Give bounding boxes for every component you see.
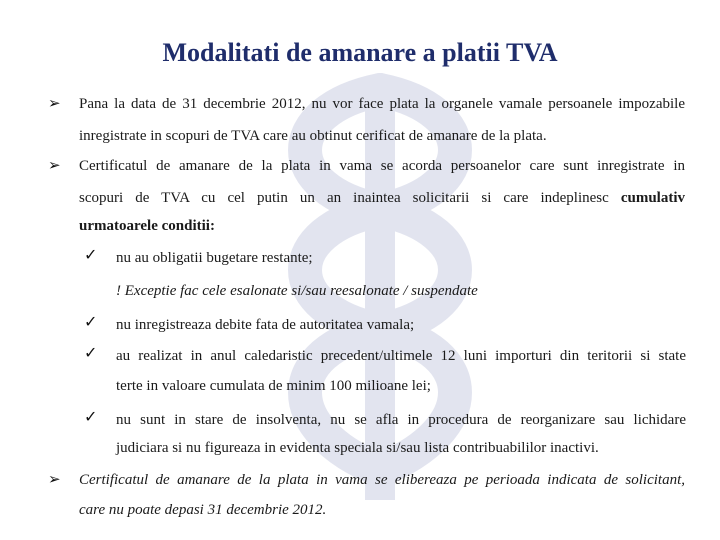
condition-3-line-1: au realizat in anul caledaristic precedent/ultimele 12 luni importuri din teritorii si state (116, 348, 686, 364)
cumulativ-emphasis: cumulativ (620, 190, 685, 206)
condition-4-line-1: nu sunt in stare de insolventa, nu se afla in procedura de reorganizare sau lichidare (116, 412, 686, 428)
arrow-bullet-icon: ➢ (48, 158, 61, 174)
paragraph-2-line-1: Certificatul de amanare de la plata in vama se acorda persoanelor care sunt inregistrate in (79, 158, 685, 174)
checkmark-icon: ✓ (84, 247, 98, 264)
paragraph-2-line-2 (79, 188, 685, 208)
arrow-bullet-icon: ➢ (48, 96, 61, 112)
paragraph-1-line-2: inregistrate in scopuri de TVA care au obtinut cerificat de amanare de la plata. (79, 128, 547, 144)
checkmark-icon: ✓ (84, 345, 98, 362)
paragraph-3-line-1: Certificatul de amanare de la plata in vama se elibereaza pe perioada indicata de solicitant, (79, 472, 685, 488)
exception-note: ! Exceptie fac cele esalonate si/sau reesalonate / suspendate (116, 283, 478, 299)
paragraph-2-line-3: urmatoarele conditii: (79, 218, 215, 234)
condition-4-line-2: judiciara si nu figureaza in evidenta speciala si/sau lista contribuabililor inactivi. (116, 440, 599, 456)
arrow-bullet-icon: ➢ (48, 472, 61, 488)
paragraph-1-line-1: Pana la data de 31 decembrie 2012, nu vor face plata la organele vamale persoanele impozabile (79, 96, 685, 112)
condition-2: nu inregistreaza debite fata de autoritatea vamala; (116, 317, 415, 333)
paragraph-2-line-2-text: scopuri de TVA cu cel putin un an inaintea solicitarii si care indeplinesc (79, 190, 609, 206)
paragraph-3-line-2: care nu poate depasi 31 decembrie 2012. (79, 502, 327, 518)
checkmark-icon: ✓ (84, 314, 98, 331)
checkmark-icon: ✓ (84, 409, 98, 426)
condition-3-line-2: terte in valoare cumulata de minim 100 milioane lei; (116, 378, 431, 394)
page-title: Modalitati de amanare a platii TVA (162, 38, 558, 67)
condition-1: nu au obligatii bugetare restante; (116, 250, 313, 266)
